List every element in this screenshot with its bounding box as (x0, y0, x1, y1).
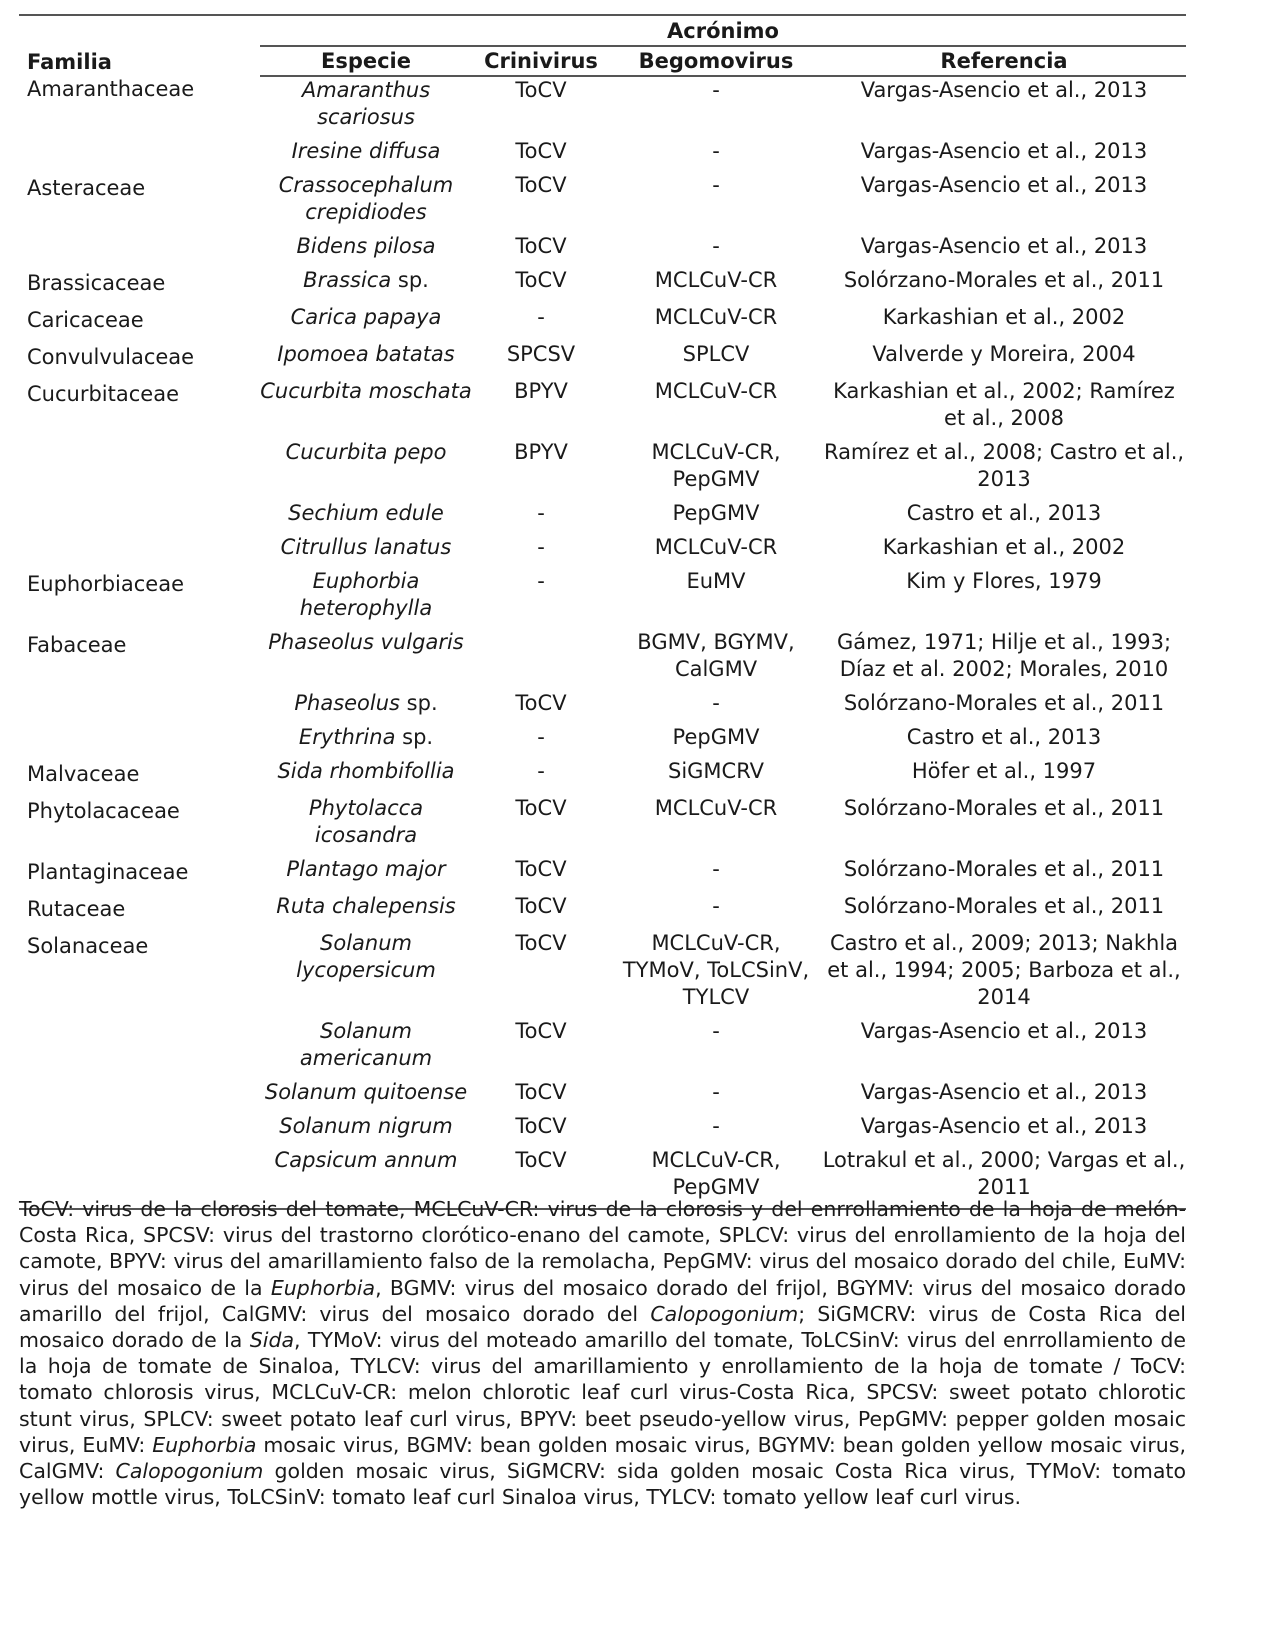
begomovirus-cell: MCLCuV-CR, TYMoV, ToLCSinV, TYLCV (622, 931, 810, 1009)
referencia-cell: Lotrakul et al., 2000; Vargas et al., 2011 (822, 1148, 1186, 1199)
species-name: Solanum quitoense (264, 1080, 468, 1104)
species-name: Cucurbita pepo (285, 440, 447, 464)
species-name: Plantago major (286, 857, 446, 881)
species-name: Phaseolus vulgaris (268, 630, 464, 654)
familia-cell (19, 439, 260, 500)
crinivirus-cell: ToCV (515, 894, 567, 918)
crinivirus-cell: - (537, 305, 545, 329)
referencia-cell: Solórzano-Morales et al., 2011 (843, 894, 1165, 918)
begomovirus-cell: - (712, 1080, 720, 1104)
begomovirus-cell: - (712, 234, 720, 258)
table-row (19, 930, 1186, 1018)
referencia-cell: Vargas-Asencio et al., 2013 (860, 173, 1148, 197)
especie-cell (260, 758, 472, 795)
species-name: Sida rhombifollia (277, 759, 455, 783)
table-body (19, 76, 1186, 1209)
especie-cell (260, 534, 472, 568)
especie-cell (260, 138, 472, 172)
table-row (19, 439, 1186, 500)
especie-cell (260, 893, 472, 930)
virus-host-table (19, 14, 1186, 1210)
especie-cell (260, 930, 472, 1018)
crinivirus-cell: ToCV (515, 1080, 567, 1104)
crinivirus-cell: ToCV (515, 1114, 567, 1138)
species-name: Brassica (303, 268, 392, 292)
species-name: Erythrina (298, 725, 396, 749)
species-name: Amaranthus scariosus (301, 78, 431, 129)
crinivirus-cell (472, 629, 610, 690)
footnote-italic-term: Calopogonium (115, 1459, 264, 1484)
referencia-cell: Vargas-Asencio et al., 2013 (860, 234, 1148, 258)
crinivirus-cell: ToCV (515, 1019, 567, 1043)
crinivirus-cell: - (537, 759, 545, 783)
table-row (19, 138, 1186, 172)
especie-cell (260, 439, 472, 500)
crinivirus-cell: ToCV (515, 931, 567, 955)
familia-cell: Convulvulaceae (27, 345, 195, 369)
familia-cell: Brassicaceae (27, 271, 166, 295)
footnote-text: ; SiGMCRV: virus de Costa Rica del mosaico dorado de la (19, 1301, 1186, 1353)
begomovirus-cell: MCLCuV-CR (654, 305, 778, 329)
begomovirus-cell: MCLCuV-CR, PepGMV (651, 440, 781, 491)
referencia-cell: Valverde y Moreira, 2004 (872, 342, 1136, 366)
especie-cell (260, 629, 472, 690)
begomovirus-cell: MCLCuV-CR (654, 379, 778, 403)
group-header-row (19, 15, 1186, 46)
crinivirus-cell: SPCSV (506, 342, 576, 366)
crinivirus-cell: ToCV (515, 268, 567, 292)
especie-cell (260, 500, 472, 534)
footnote-italic-term: Euphorbia (152, 1432, 257, 1457)
crinivirus-cell: - (537, 725, 545, 749)
familia-cell (19, 500, 260, 534)
crinivirus-cell: ToCV (515, 1148, 567, 1172)
begomovirus-cell: - (712, 1114, 720, 1138)
familia-cell: Asteraceae (27, 176, 146, 200)
table-row (19, 893, 1186, 930)
especie-cell (260, 341, 472, 378)
table-row (19, 341, 1186, 378)
especie-cell (260, 267, 472, 304)
referencia-cell: Ramírez et al., 2008; Castro et al., 2013 (823, 440, 1185, 491)
referencia-cell: Karkashian et al., 2002 (882, 305, 1126, 329)
species-name: Cucurbita moschata (260, 379, 472, 403)
familia-cell (19, 1113, 260, 1147)
species-name: Carica papaya (290, 305, 442, 329)
referencia-cell: Karkashian et al., 2002 (882, 535, 1126, 559)
familia-cell: Cucurbitaceae (27, 382, 179, 406)
especie-cell (260, 568, 472, 629)
crinivirus-cell: - (537, 535, 545, 559)
familia-header: Familia (27, 50, 112, 74)
crinivirus-cell: - (537, 501, 545, 525)
especie-cell (260, 1018, 472, 1079)
table-row (19, 76, 1186, 138)
familia-cell (19, 1079, 260, 1113)
familia-cell: Solanaceae (27, 934, 149, 958)
species-name: Capsicum annum (274, 1148, 458, 1172)
table-row (19, 690, 1186, 724)
begomovirus-cell: MCLCuV-CR (654, 796, 778, 820)
especie-cell (260, 724, 472, 758)
virus-host-table-container (19, 14, 1186, 1210)
especie-cell (260, 856, 472, 893)
species-suffix: sp. (391, 268, 429, 292)
familia-cell: Plantaginaceae (27, 860, 189, 884)
familia-cell (19, 724, 260, 758)
species-name: Bidens pilosa (296, 234, 436, 258)
species-name: Phytolacca icosandra (308, 796, 424, 847)
species-name: Solanum nigrum (279, 1114, 453, 1138)
footnote-italic-term: Sida (249, 1328, 295, 1353)
table-row (19, 304, 1186, 341)
begomovirus-cell: - (712, 691, 720, 715)
table-row (19, 1079, 1186, 1113)
begomovirus-cell: - (712, 857, 720, 881)
begomovirus-cell: PepGMV (672, 725, 760, 749)
referencia-cell: Castro et al., 2009; 2013; Nakhla et al., 1994; 2005; Barboza et al., 2014 (827, 931, 1181, 1009)
crinivirus-cell: ToCV (515, 796, 567, 820)
begomovirus-cell: MCLCuV-CR, PepGMV (651, 1148, 781, 1199)
especie-cell (260, 1079, 472, 1113)
crinivirus-cell: ToCV (515, 78, 567, 102)
familia-cell (19, 690, 260, 724)
referencia-cell: Kim y Flores, 1979 (906, 569, 1102, 593)
familia-cell: Rutaceae (27, 897, 126, 921)
crinivirus-cell: ToCV (515, 173, 567, 197)
especie-cell (260, 233, 472, 267)
crinivirus-cell: ToCV (515, 234, 567, 258)
table-row (19, 629, 1186, 690)
referencia-cell: Vargas-Asencio et al., 2013 (860, 1080, 1148, 1104)
referencia-cell: Gámez, 1971; Hilje et al., 1993; Díaz et al. 2002; Morales, 2010 (836, 630, 1172, 681)
table-row (19, 568, 1186, 629)
especie-header: Especie (260, 46, 472, 76)
referencia-cell: Vargas-Asencio et al., 2013 (860, 78, 1148, 102)
crinivirus-cell: BPYV (514, 440, 568, 464)
familia-cell: Phytolacaceae (27, 799, 180, 823)
footnote-text: golden mosaic virus, SiGMCRV: sida golden mosaic Costa Rica virus, TYMoV: tomato yellow mottle virus, ToLCSinV: tomato leaf curl Sinaloa virus, TYLCV: tomato yellow leaf curl virus. (19, 1459, 1187, 1510)
begomovirus-cell: - (712, 78, 720, 102)
especie-cell (260, 795, 472, 856)
especie-cell (260, 1113, 472, 1147)
familia-cell: Caricaceae (27, 308, 144, 332)
species-name: Iresine diffusa (291, 139, 441, 163)
familia-cell (19, 1018, 260, 1079)
table-row (19, 724, 1186, 758)
begomovirus-cell: - (712, 1019, 720, 1043)
familia-cell (19, 233, 260, 267)
species-name: Solanum lycopersicum (296, 931, 436, 982)
especie-cell (260, 304, 472, 341)
familia-cell (19, 534, 260, 568)
begomovirus-header: Begomovirus (610, 46, 822, 76)
especie-cell (260, 690, 472, 724)
referencia-cell: Solórzano-Morales et al., 2011 (843, 691, 1165, 715)
table-row (19, 534, 1186, 568)
footnote-italic-term: Calopogonium (650, 1301, 799, 1326)
referencia-cell: Castro et al., 2013 (906, 725, 1102, 749)
familia-cell: Fabaceae (27, 633, 127, 657)
table-row (19, 500, 1186, 534)
species-name: Solanum americanum (299, 1019, 433, 1070)
species-name: Crassocephalum crepidiodes (278, 173, 454, 224)
referencia-cell: Solórzano-Morales et al., 2011 (843, 857, 1165, 881)
begomovirus-cell: MCLCuV-CR (654, 535, 778, 559)
table-row (19, 378, 1186, 439)
familia-cell: Malvaceae (27, 762, 140, 786)
table-row (19, 856, 1186, 893)
footnote-text: , TYMoV: virus del moteado amarillo del tomate, ToLCSinV: virus del enrrollamiento de la hoja de tomate de Sinaloa, TYLCV: virus del amarillamiento y enrollamiento de la hoja de tomate / ToCV: tomato chlorosis virus, MCLCuV-CR: melon chlorotic leaf curl virus-Costa Rica, SPCSV: sweet potato chlorotic stunt virus, SPLCV: sweet potato leaf curl virus, BPYV: beet pseudo-yellow virus, PepGMV: pepper golden mosaic virus, EuMV: (19, 1328, 1187, 1457)
crinivirus-cell: ToCV (515, 691, 567, 715)
referencia-cell: Solórzano-Morales et al., 2011 (843, 268, 1165, 292)
begomovirus-cell: PepGMV (672, 501, 760, 525)
begomovirus-cell: - (712, 894, 720, 918)
familia-cell: Euphorbiaceae (27, 572, 184, 596)
footnote-italic-term: Euphorbia (270, 1275, 376, 1300)
referencia-cell: Solórzano-Morales et al., 2011 (843, 796, 1165, 820)
referencia-cell: Vargas-Asencio et al., 2013 (860, 139, 1148, 163)
table-row (19, 172, 1186, 233)
crinivirus-cell: BPYV (514, 379, 568, 403)
species-name: Phaseolus (294, 691, 400, 715)
referencia-cell: Höfer et al., 1997 (911, 759, 1097, 783)
footnote-text: ToCV: virus de la clorosis del tomate, MCLCuV-CR: virus de la clorosis y del enrrollamiento de la hoja de melón-Costa Rica, SPCSV: virus del trastorno clorótico-enano del camote, SPLCV: virus del enrollamiento de la hoja del camote, BPYV: virus del amarillamiento falso de la remolacha, PepGMV: virus del mosaico dorado del chile, EuMV: virus del mosaico de la (19, 1197, 1186, 1300)
begomovirus-cell: SiGMCRV (667, 759, 765, 783)
begomovirus-cell: EuMV (686, 569, 746, 593)
especie-cell (260, 76, 472, 138)
crinivirus-cell: ToCV (515, 139, 567, 163)
species-suffix: sp. (400, 691, 438, 715)
begomovirus-cell: SPLCV (682, 342, 750, 366)
familia-cell: Amaranthaceae (27, 77, 195, 101)
species-suffix: sp. (395, 725, 434, 749)
crinivirus-cell: - (537, 569, 545, 593)
familia-cell (19, 138, 260, 172)
table-row (19, 1113, 1186, 1147)
begomovirus-cell: MCLCuV-CR (654, 268, 778, 292)
crinivirus-cell: ToCV (515, 857, 567, 881)
species-name: Ipomoea batatas (277, 342, 455, 366)
footnote-text: , BGMV: virus del mosaico dorado del frijol, BGYMV: virus del mosaico dorado amarillo del frijol, CalGMV: virus del mosaico dorado del (19, 1275, 1186, 1326)
especie-cell (260, 378, 472, 439)
begomovirus-cell: - (712, 173, 720, 197)
table-row (19, 233, 1186, 267)
species-name: Citrullus lanatus (280, 535, 452, 559)
table-row (19, 267, 1186, 304)
crinivirus-header: Crinivirus (472, 46, 610, 76)
species-name: Ruta chalepensis (276, 894, 456, 918)
especie-cell (260, 172, 472, 233)
table-row (19, 1018, 1186, 1079)
referencia-cell: Karkashian et al., 2002; Ramírez et al., 2008 (833, 379, 1175, 430)
footnote-abbreviations (19, 1196, 1186, 1510)
begomovirus-cell: BGMV, BGYMV, CalGMV (637, 630, 795, 681)
species-name: Sechium edule (288, 501, 444, 525)
begomovirus-cell: - (712, 139, 720, 163)
species-name: Euphorbia heterophylla (299, 569, 433, 620)
footnote-text: mosaic virus, BGMV: bean golden mosaic virus, BGYMV: bean golden yellow mosaic virus, CalGMV: (19, 1432, 1186, 1484)
acronimo-group-header: Acrónimo (260, 15, 1186, 46)
table-row (19, 758, 1186, 795)
referencia-cell: Castro et al., 2013 (906, 501, 1102, 525)
referencia-header: Referencia (822, 46, 1186, 76)
table-row (19, 795, 1186, 856)
referencia-cell: Vargas-Asencio et al., 2013 (860, 1114, 1148, 1138)
referencia-cell: Vargas-Asencio et al., 2013 (860, 1019, 1148, 1043)
